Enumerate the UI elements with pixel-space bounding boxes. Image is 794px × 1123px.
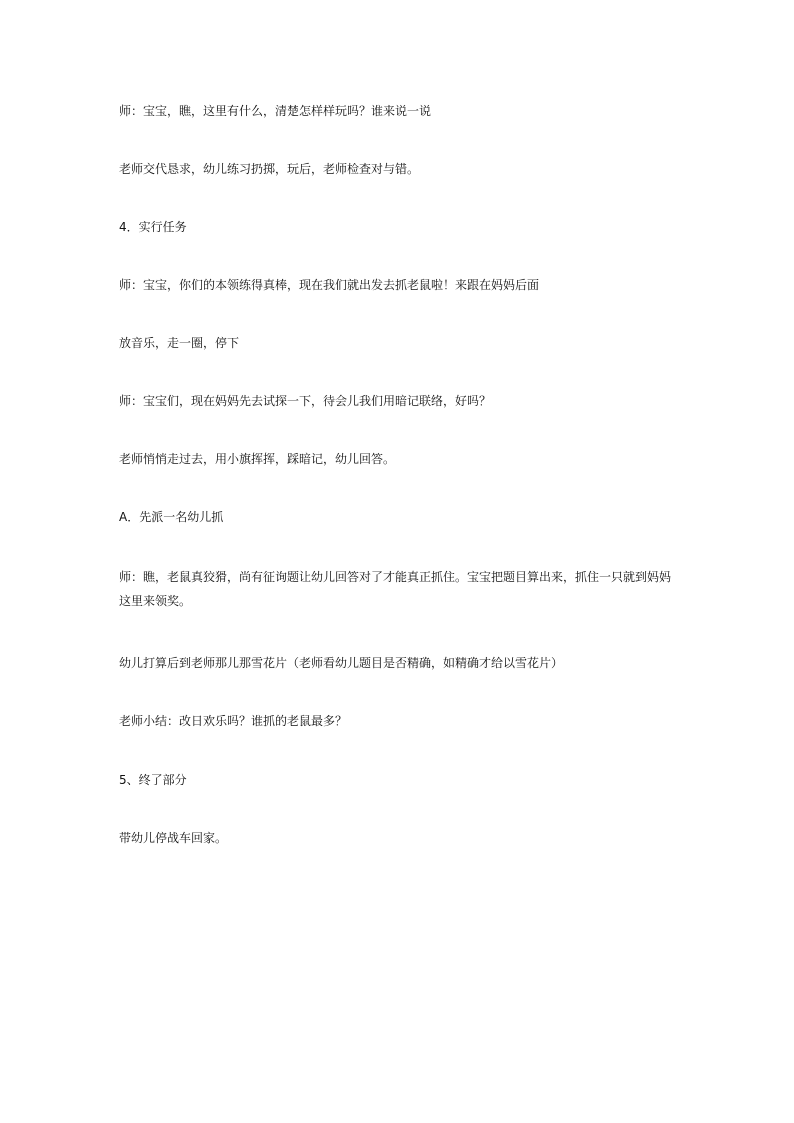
paragraph-mouse-question: 师：瞧，老鼠真狡猾，尚有征询题让幼儿回答对了才能真正抓住。宝宝把题目算出来，抓住一只就到妈妈这里来领奖。 [119, 570, 672, 608]
paragraph-practice-throw: 老师交代恳求，幼儿练习扔掷，玩后，老师检查对与错。 [119, 162, 420, 176]
paragraph-teacher-signal: 师：宝宝们，现在妈妈先去试探一下，待会儿我们用暗记联络，好吗？ [119, 394, 492, 408]
paragraph-flag-wave: 老师悄悄走过去，用小旗挥挥，踩暗记，幼儿回答。 [119, 452, 396, 466]
paragraph-teacher-summary: 老师小结：改日欢乐吗？谁抓的老鼠最多？ [119, 714, 348, 728]
paragraph-music-walk: 放音乐，走一圈，停下 [119, 336, 240, 350]
heading-step-a: A．先派一名幼儿抓 [119, 510, 224, 524]
paragraph-snowflake-reward: 幼儿打算后到老师那儿那雪花片（老师看幼儿题目是否精确，如精确才给以雪花片） [119, 656, 564, 670]
heading-section-5: 5、终了部分 [119, 773, 187, 787]
paragraph-teacher-depart: 师：宝宝，你们的本领练得真棒，现在我们就出发去抓老鼠啦！来跟在妈妈后面 [119, 278, 540, 292]
heading-section-4: 4．实行任务 [119, 220, 187, 234]
paragraph-teacher-intro: 师：宝宝，瞧，这里有什么，清楚怎样样玩吗？谁来说一说 [119, 104, 432, 118]
paragraph-go-home: 带幼儿停战车回家。 [119, 831, 228, 845]
